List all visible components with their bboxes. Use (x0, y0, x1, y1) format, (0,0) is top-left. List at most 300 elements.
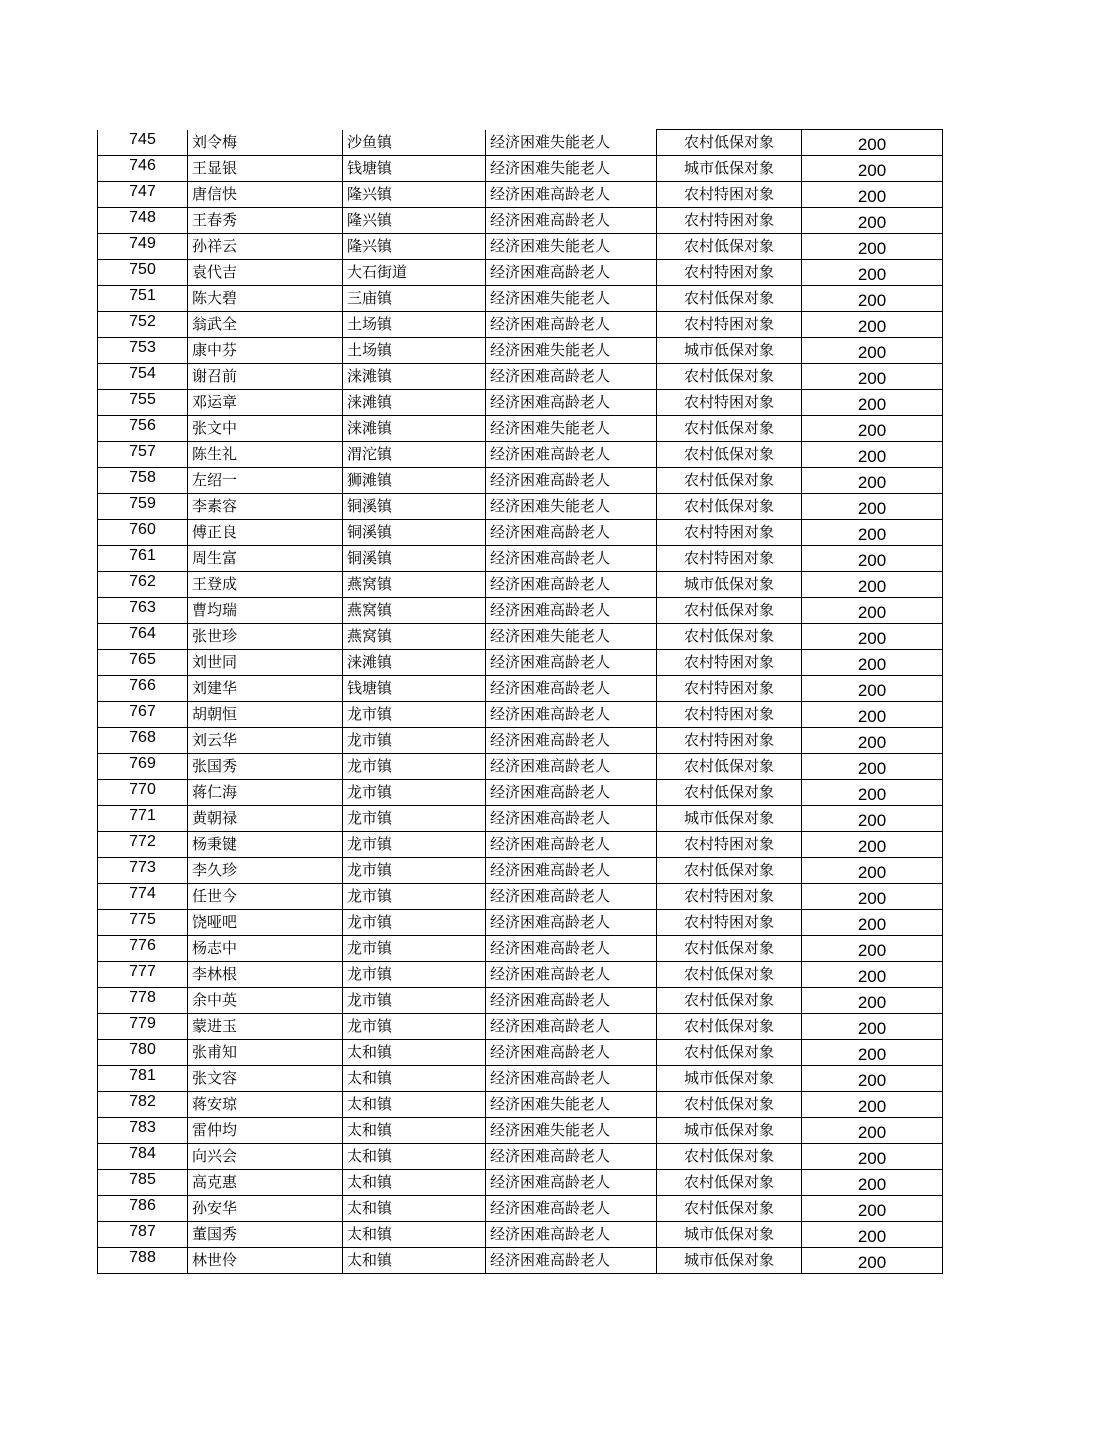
amount-cell (802, 364, 943, 390)
town-cell: 铜溪镇 (343, 546, 486, 572)
category-cell: 农村低保对象 (657, 468, 802, 494)
town-cell: 太和镇 (343, 1118, 486, 1144)
elder-type-cell: 经济困难高龄老人 (486, 520, 657, 546)
town-cell: 龙市镇 (343, 936, 486, 962)
row-number-cell: 756 (98, 416, 188, 442)
town-cell: 龙市镇 (343, 780, 486, 806)
table-row (98, 702, 943, 728)
town-cell: 涞滩镇 (343, 416, 486, 442)
amount-cell (802, 702, 943, 728)
name-cell: 李久珍 (188, 858, 343, 884)
category-cell: 农村低保对象 (657, 936, 802, 962)
amount-value: 200 (857, 967, 887, 986)
amount-cell (802, 806, 943, 832)
table-row (98, 286, 943, 312)
elder-type-cell: 经济困难高龄老人 (486, 1014, 657, 1040)
name-cell: 雷仲均 (188, 1118, 343, 1144)
table-row (98, 728, 943, 754)
row-number-cell: 780 (98, 1040, 188, 1066)
town-cell: 隆兴镇 (343, 182, 486, 208)
name-cell: 李林根 (188, 962, 343, 988)
name-cell: 刘世同 (188, 650, 343, 676)
category-cell: 城市低保对象 (657, 1222, 802, 1248)
amount-cell (802, 416, 943, 442)
elder-type-cell: 经济困难失能老人 (486, 494, 657, 520)
category-cell: 农村低保对象 (657, 1196, 802, 1222)
row-number-cell: 778 (98, 988, 188, 1014)
amount-value: 200 (857, 291, 887, 310)
elder-type-cell: 经济困难高龄老人 (486, 572, 657, 598)
elder-type-cell: 经济困难高龄老人 (486, 676, 657, 702)
amount-cell (802, 520, 943, 546)
town-cell: 隆兴镇 (343, 234, 486, 260)
town-cell: 太和镇 (343, 1066, 486, 1092)
row-number-cell: 746 (98, 156, 188, 182)
amount-cell (802, 1248, 943, 1274)
elder-type-cell: 经济困难失能老人 (486, 286, 657, 312)
town-cell: 铜溪镇 (343, 520, 486, 546)
row-number-cell: 760 (98, 520, 188, 546)
name-cell: 蒋安琼 (188, 1092, 343, 1118)
row-number-cell: 765 (98, 650, 188, 676)
table-row (98, 364, 943, 390)
category-cell: 农村特困对象 (657, 390, 802, 416)
table-body (98, 130, 943, 1274)
elder-type-cell: 经济困难高龄老人 (486, 390, 657, 416)
town-cell: 涞滩镇 (343, 364, 486, 390)
table-row (98, 1118, 943, 1144)
name-cell: 张国秀 (188, 754, 343, 780)
category-cell: 农村低保对象 (657, 416, 802, 442)
elder-type-cell: 经济困难高龄老人 (486, 832, 657, 858)
amount-value: 200 (857, 1071, 887, 1090)
elder-type-cell: 经济困难失能老人 (486, 338, 657, 364)
row-number-cell: 763 (98, 598, 188, 624)
row-number-cell: 783 (98, 1118, 188, 1144)
name-cell: 王春秀 (188, 208, 343, 234)
table-row (98, 390, 943, 416)
row-number-cell: 749 (98, 234, 188, 260)
row-number-cell: 753 (98, 338, 188, 364)
amount-value: 200 (857, 473, 887, 492)
amount-value: 200 (857, 811, 887, 830)
name-cell: 康中芬 (188, 338, 343, 364)
table-row (98, 806, 943, 832)
amount-value: 200 (857, 1019, 887, 1038)
row-number-cell: 747 (98, 182, 188, 208)
name-cell: 林世伶 (188, 1248, 343, 1274)
name-cell: 刘令梅 (188, 130, 343, 156)
amount-value: 200 (857, 655, 887, 674)
row-number-cell: 748 (98, 208, 188, 234)
elder-type-cell: 经济困难高龄老人 (486, 988, 657, 1014)
amount-cell (802, 988, 943, 1014)
category-cell: 农村低保对象 (657, 962, 802, 988)
category-cell: 城市低保对象 (657, 1248, 802, 1274)
table-row (98, 520, 943, 546)
name-cell: 王登成 (188, 572, 343, 598)
town-cell: 龙市镇 (343, 832, 486, 858)
table-row (98, 1222, 943, 1248)
elder-type-cell: 经济困难高龄老人 (486, 780, 657, 806)
name-cell: 饶哑吧 (188, 910, 343, 936)
category-cell: 农村特困对象 (657, 208, 802, 234)
town-cell: 太和镇 (343, 1248, 486, 1274)
town-cell: 龙市镇 (343, 988, 486, 1014)
name-cell: 蒙进玉 (188, 1014, 343, 1040)
town-cell: 隆兴镇 (343, 208, 486, 234)
amount-cell (802, 910, 943, 936)
data-sheet (97, 129, 943, 1274)
amount-cell (802, 208, 943, 234)
name-cell: 向兴会 (188, 1144, 343, 1170)
category-cell: 农村特困对象 (657, 676, 802, 702)
row-number-cell: 767 (98, 702, 188, 728)
amount-value: 200 (857, 1227, 887, 1246)
row-number-cell: 788 (98, 1248, 188, 1274)
table-row (98, 1196, 943, 1222)
table-row (98, 884, 943, 910)
elder-type-cell: 经济困难高龄老人 (486, 728, 657, 754)
elder-type-cell: 经济困难高龄老人 (486, 598, 657, 624)
row-number-cell: 779 (98, 1014, 188, 1040)
table-row (98, 312, 943, 338)
amount-cell (802, 624, 943, 650)
amount-value: 200 (857, 759, 887, 778)
row-number-cell: 774 (98, 884, 188, 910)
town-cell: 龙市镇 (343, 910, 486, 936)
amount-cell (802, 884, 943, 910)
name-cell: 胡朝恒 (188, 702, 343, 728)
table-row (98, 572, 943, 598)
name-cell: 蒋仁海 (188, 780, 343, 806)
amount-value: 200 (857, 213, 887, 232)
amount-value: 200 (857, 941, 887, 960)
amount-cell (802, 286, 943, 312)
amount-value: 200 (857, 525, 887, 544)
row-number-cell: 755 (98, 390, 188, 416)
name-cell: 袁代吉 (188, 260, 343, 286)
table-row (98, 858, 943, 884)
category-cell: 农村低保对象 (657, 754, 802, 780)
category-cell: 农村特困对象 (657, 182, 802, 208)
amount-cell (802, 234, 943, 260)
category-cell: 农村低保对象 (657, 494, 802, 520)
town-cell: 燕窝镇 (343, 572, 486, 598)
name-cell: 左绍一 (188, 468, 343, 494)
amount-value: 200 (857, 447, 887, 466)
row-number-cell: 764 (98, 624, 188, 650)
amount-value: 200 (857, 499, 887, 518)
elder-type-cell: 经济困难高龄老人 (486, 910, 657, 936)
amount-value: 200 (857, 785, 887, 804)
amount-value: 200 (857, 707, 887, 726)
table-row (98, 416, 943, 442)
name-cell: 余中英 (188, 988, 343, 1014)
elder-type-cell: 经济困难高龄老人 (486, 1066, 657, 1092)
amount-cell (802, 338, 943, 364)
amount-value: 200 (857, 603, 887, 622)
name-cell: 翁武全 (188, 312, 343, 338)
name-cell: 王显银 (188, 156, 343, 182)
town-cell: 太和镇 (343, 1040, 486, 1066)
town-cell: 钱塘镇 (343, 676, 486, 702)
elder-type-cell: 经济困难高龄老人 (486, 468, 657, 494)
name-cell: 陈生礼 (188, 442, 343, 468)
town-cell: 三庙镇 (343, 286, 486, 312)
row-number-cell: 771 (98, 806, 188, 832)
row-number-cell: 757 (98, 442, 188, 468)
amount-cell (802, 754, 943, 780)
row-number-cell: 759 (98, 494, 188, 520)
table-row (98, 1040, 943, 1066)
table-row (98, 468, 943, 494)
category-cell: 农村低保对象 (657, 1144, 802, 1170)
amount-value: 200 (857, 343, 887, 362)
table-row (98, 650, 943, 676)
name-cell: 张文容 (188, 1066, 343, 1092)
amount-cell (802, 546, 943, 572)
elder-type-cell: 经济困难失能老人 (486, 156, 657, 182)
name-cell: 张甫知 (188, 1040, 343, 1066)
row-number-cell: 762 (98, 572, 188, 598)
town-cell: 狮滩镇 (343, 468, 486, 494)
name-cell: 刘建华 (188, 676, 343, 702)
row-number-cell: 776 (98, 936, 188, 962)
elder-type-cell: 经济困难失能老人 (486, 130, 657, 156)
name-cell: 刘云华 (188, 728, 343, 754)
category-cell: 农村低保对象 (657, 1040, 802, 1066)
category-cell: 农村特困对象 (657, 910, 802, 936)
category-cell: 农村特困对象 (657, 520, 802, 546)
elder-type-cell: 经济困难高龄老人 (486, 702, 657, 728)
category-cell: 农村低保对象 (657, 1014, 802, 1040)
elder-type-cell: 经济困难高龄老人 (486, 1196, 657, 1222)
elder-type-cell: 经济困难高龄老人 (486, 1040, 657, 1066)
row-number-cell: 766 (98, 676, 188, 702)
table-row (98, 260, 943, 286)
category-cell: 城市低保对象 (657, 806, 802, 832)
elder-type-cell: 经济困难失能老人 (486, 1118, 657, 1144)
table-row (98, 442, 943, 468)
amount-cell (802, 962, 943, 988)
amount-cell (802, 1118, 943, 1144)
category-cell: 农村低保对象 (657, 988, 802, 1014)
amount-cell (802, 1066, 943, 1092)
name-cell: 邓运章 (188, 390, 343, 416)
table-row (98, 338, 943, 364)
amount-cell (802, 1196, 943, 1222)
town-cell: 沙鱼镇 (343, 130, 486, 156)
elder-type-cell: 经济困难高龄老人 (486, 208, 657, 234)
row-number-cell: 768 (98, 728, 188, 754)
table-row (98, 130, 943, 156)
elder-type-cell: 经济困难高龄老人 (486, 962, 657, 988)
row-number-cell: 787 (98, 1222, 188, 1248)
town-cell: 太和镇 (343, 1222, 486, 1248)
name-cell: 李素容 (188, 494, 343, 520)
amount-value: 200 (857, 1123, 887, 1142)
row-number-cell: 781 (98, 1066, 188, 1092)
table-row (98, 1144, 943, 1170)
town-cell: 土场镇 (343, 312, 486, 338)
amount-cell (802, 728, 943, 754)
name-cell: 唐信快 (188, 182, 343, 208)
amount-cell (802, 936, 943, 962)
town-cell: 太和镇 (343, 1092, 486, 1118)
town-cell: 渭沱镇 (343, 442, 486, 468)
amount-value: 200 (857, 1175, 887, 1194)
amount-value: 200 (857, 239, 887, 258)
elder-type-cell: 经济困难失能老人 (486, 234, 657, 260)
town-cell: 太和镇 (343, 1196, 486, 1222)
category-cell: 农村低保对象 (657, 130, 802, 156)
table-row (98, 598, 943, 624)
amount-value: 200 (857, 369, 887, 388)
name-cell: 董国秀 (188, 1222, 343, 1248)
row-number-cell: 777 (98, 962, 188, 988)
elder-type-cell: 经济困难高龄老人 (486, 650, 657, 676)
category-cell: 城市低保对象 (657, 572, 802, 598)
elder-type-cell: 经济困难高龄老人 (486, 260, 657, 286)
town-cell: 钱塘镇 (343, 156, 486, 182)
category-cell: 城市低保对象 (657, 156, 802, 182)
table-row (98, 156, 943, 182)
table-row (98, 910, 943, 936)
amount-cell (802, 494, 943, 520)
category-cell: 农村特困对象 (657, 312, 802, 338)
row-number-cell: 769 (98, 754, 188, 780)
amount-value: 200 (857, 421, 887, 440)
amount-value: 200 (857, 863, 887, 882)
amount-cell (802, 650, 943, 676)
name-cell: 周生富 (188, 546, 343, 572)
amount-cell (802, 130, 943, 156)
town-cell: 太和镇 (343, 1170, 486, 1196)
row-number-cell: 750 (98, 260, 188, 286)
category-cell: 农村特困对象 (657, 702, 802, 728)
town-cell: 龙市镇 (343, 1014, 486, 1040)
table-row (98, 962, 943, 988)
category-cell: 农村低保对象 (657, 624, 802, 650)
category-cell: 农村低保对象 (657, 364, 802, 390)
name-cell: 杨秉键 (188, 832, 343, 858)
row-number-cell: 786 (98, 1196, 188, 1222)
category-cell: 农村低保对象 (657, 858, 802, 884)
table-row (98, 1014, 943, 1040)
category-cell: 农村低保对象 (657, 598, 802, 624)
table-row (98, 1092, 943, 1118)
town-cell: 燕窝镇 (343, 598, 486, 624)
amount-cell (802, 1144, 943, 1170)
row-number-cell: 782 (98, 1092, 188, 1118)
town-cell: 龙市镇 (343, 728, 486, 754)
category-cell: 农村低保对象 (657, 780, 802, 806)
elder-type-cell: 经济困难高龄老人 (486, 312, 657, 338)
amount-value: 200 (857, 187, 887, 206)
name-cell: 傅正良 (188, 520, 343, 546)
name-cell: 孙祥云 (188, 234, 343, 260)
town-cell: 龙市镇 (343, 858, 486, 884)
category-cell: 城市低保对象 (657, 1118, 802, 1144)
amount-cell (802, 1092, 943, 1118)
table-row (98, 624, 943, 650)
name-cell: 黄朝禄 (188, 806, 343, 832)
town-cell: 太和镇 (343, 1144, 486, 1170)
amount-cell (802, 1222, 943, 1248)
row-number-cell: 773 (98, 858, 188, 884)
amount-cell (802, 1014, 943, 1040)
amount-value: 200 (857, 733, 887, 752)
elder-type-cell: 经济困难失能老人 (486, 416, 657, 442)
elder-type-cell: 经济困难高龄老人 (486, 806, 657, 832)
name-cell: 任世今 (188, 884, 343, 910)
table-row (98, 754, 943, 780)
amount-value: 200 (857, 1201, 887, 1220)
category-cell: 农村低保对象 (657, 442, 802, 468)
amount-cell (802, 1170, 943, 1196)
table-row (98, 936, 943, 962)
name-cell: 张世珍 (188, 624, 343, 650)
elder-type-cell: 经济困难高龄老人 (486, 936, 657, 962)
table-row (98, 780, 943, 806)
amount-cell (802, 442, 943, 468)
amount-cell (802, 832, 943, 858)
name-cell: 张文中 (188, 416, 343, 442)
category-cell: 农村特困对象 (657, 546, 802, 572)
table-row (98, 494, 943, 520)
amount-value: 200 (857, 993, 887, 1012)
town-cell: 龙市镇 (343, 884, 486, 910)
town-cell: 铜溪镇 (343, 494, 486, 520)
amount-value: 200 (857, 265, 887, 284)
amount-cell (802, 390, 943, 416)
elder-type-cell: 经济困难失能老人 (486, 1092, 657, 1118)
amount-cell (802, 156, 943, 182)
town-cell: 燕窝镇 (343, 624, 486, 650)
row-number-cell: 784 (98, 1144, 188, 1170)
elder-type-cell: 经济困难高龄老人 (486, 858, 657, 884)
elder-type-cell: 经济困难高龄老人 (486, 1144, 657, 1170)
town-cell: 大石街道 (343, 260, 486, 286)
category-cell: 农村低保对象 (657, 286, 802, 312)
table-row (98, 1170, 943, 1196)
amount-value: 200 (857, 629, 887, 648)
table-row (98, 676, 943, 702)
amount-value: 200 (857, 1253, 887, 1272)
row-number-cell: 751 (98, 286, 188, 312)
table-row (98, 234, 943, 260)
row-number-cell: 754 (98, 364, 188, 390)
amount-cell (802, 780, 943, 806)
amount-value: 200 (857, 1149, 887, 1168)
row-number-cell: 758 (98, 468, 188, 494)
amount-cell (802, 468, 943, 494)
table-row (98, 208, 943, 234)
town-cell: 龙市镇 (343, 702, 486, 728)
table-row (98, 546, 943, 572)
elder-type-cell: 经济困难高龄老人 (486, 754, 657, 780)
amount-value: 200 (857, 317, 887, 336)
amount-cell (802, 858, 943, 884)
amount-cell (802, 182, 943, 208)
amount-value: 200 (857, 577, 887, 596)
category-cell: 农村特困对象 (657, 650, 802, 676)
row-number-cell: 770 (98, 780, 188, 806)
row-number-cell: 752 (98, 312, 188, 338)
amount-value: 200 (857, 135, 887, 154)
row-number-cell: 785 (98, 1170, 188, 1196)
